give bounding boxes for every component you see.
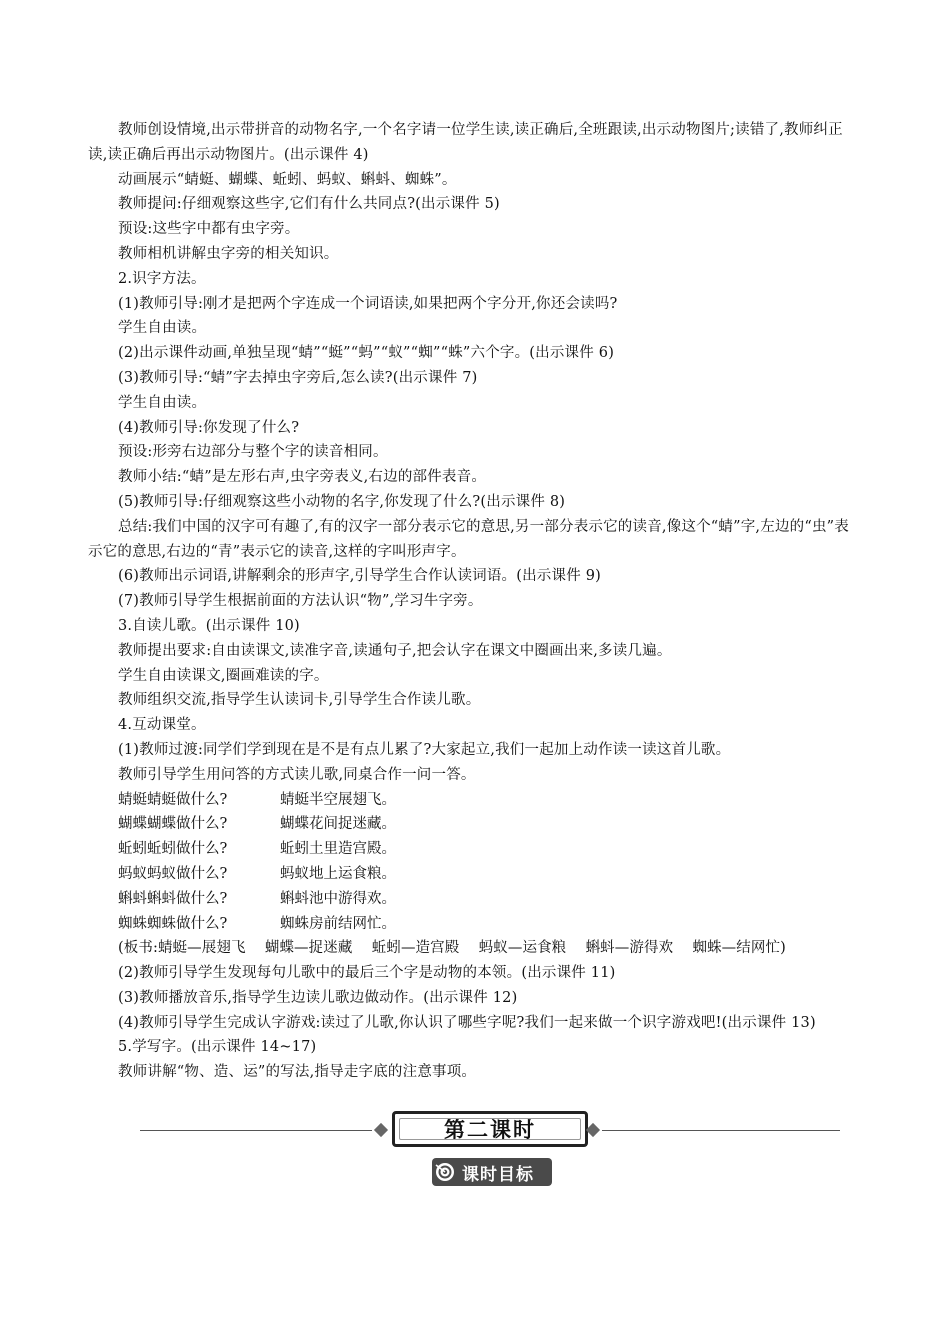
paragraph: (2)教师引导学生发现每句儿歌中的最后三个字是动物的本领。(出示课件 11) (118, 965, 616, 982)
paragraph: 总结:我们中国的汉字可有趣了,有的汉字一部分表示它的意思,另一部分表示它的读音,像这个“蜻”字,左边的“虫”表示它的意思,右边的“青”表示它的读音,这样的字叫形声字。 (88, 518, 849, 560)
diamond-ornament (374, 1123, 388, 1137)
lesson-goals-tag (432, 1158, 552, 1186)
rhyme-line (88, 887, 860, 912)
rhyme-question: 蚂蚁蚂蚁做什么? (118, 865, 228, 882)
rhyme-line (88, 912, 860, 937)
paragraph: (4)教师引导:你发现了什么? (118, 419, 300, 436)
section-heading: 4.互动课堂。 (118, 717, 206, 734)
rhyme-answer: 蝴蝶花间捉迷藏。 (280, 816, 396, 833)
rhyme-line (88, 862, 860, 887)
section-heading: 2.识字方法。 (118, 270, 206, 287)
paragraph: 预设:这些字中都有虫字旁。 (118, 221, 300, 238)
paragraph: (7)教师引导学生根据前面的方法认识“物”,学习牛字旁。 (118, 593, 483, 610)
section-divider (140, 1110, 840, 1150)
paragraph: (1)教师过渡:同学们学到现在是不是有点儿累了?大家起立,我们一起加上动作读一读这首儿歌。 (118, 741, 731, 758)
rhyme-question: 蜻蜓蜻蜓做什么? (118, 791, 228, 808)
rhyme-answer: 蚯蚓土里造宫殿。 (280, 841, 396, 858)
paragraph: 教师提问:仔细观察这些字,它们有什么共同点?(出示课件 5) (118, 196, 500, 213)
section-heading: 3.自读儿歌。(出示课件 10) (118, 617, 300, 634)
rhyme-question: 蝴蝶蝴蝶做什么? (118, 816, 228, 833)
rhyme-line (88, 837, 860, 862)
paragraph: (6)教师出示词语,讲解剩余的形声字,引导学生合作认读词语。(出示课件 9) (118, 568, 602, 585)
paragraph: 学生自由读课文,圈画难读的字。 (118, 667, 329, 684)
paragraph: 教师组织交流,指导学生认读词卡,引导学生合作读儿歌。 (118, 692, 481, 709)
blackboard-notes: (板书:蜻蜓—展翅飞 蝴蝶—捉迷藏 蚯蚓—造宫殿 蚂蚁—运食粮 蝌蚪—游得欢 蜘蛛—结网忙) (118, 940, 786, 957)
paragraph: (4)教师引导学生完成认字游戏:读过了儿歌,你认识了哪些字呢?我们一起来做一个识字游戏吧!(出示课件 13) (118, 1014, 816, 1031)
paragraph: (2)出示课件动画,单独呈现“蜻”“蜓”“蚂”“蚁”“蜘”“蛛”六个字。(出示课件 6) (118, 345, 615, 362)
section-heading: 5.学写字。(出示课件 14~17) (118, 1039, 317, 1056)
rhyme-line (88, 788, 860, 813)
divider-line (602, 1130, 840, 1131)
paragraph: 学生自由读。 (118, 320, 207, 337)
paragraph: 教师提出要求:自由读课文,读准字音,读通句子,把会认字在课文中圈画出来,多读几遍。 (118, 642, 672, 659)
paragraph: 教师小结:“蜻”是左形右声,虫字旁表义,右边的部件表音。 (118, 469, 487, 486)
paragraph: (5)教师引导:仔细观察这些小动物的名字,你发现了什么?(出示课件 8) (118, 493, 566, 510)
paragraph: 教师相机讲解虫字旁的相关知识。 (118, 245, 339, 262)
rhyme-answer: 蝌蚪池中游得欢。 (280, 890, 396, 907)
nursery-rhyme (88, 788, 860, 937)
paragraph: 教师讲解“物、造、运”的写法,指导走字底的注意事项。 (118, 1064, 477, 1081)
paragraph: (1)教师引导:刚才是把两个字连成一个词语读,如果把两个字分开,你还会读吗? (118, 295, 618, 312)
paragraph: 教师创设情境,出示带拼音的动物名字,一个名字请一位学生读,读正确后,全班跟读,出示动物图片;读错了,教师纠正读,读正确后再出示动物图片。(出示课件 4) (88, 122, 843, 163)
rhyme-question: 蚯蚓蚯蚓做什么? (118, 841, 228, 858)
divider-line (140, 1130, 372, 1131)
rhyme-answer: 蜘蛛房前结网忙。 (280, 915, 396, 932)
rhyme-answer: 蜻蜓半空展翅飞。 (280, 791, 396, 808)
paragraph: 学生自由读。 (118, 394, 207, 411)
paragraph: 教师引导学生用问答的方式读儿歌,同桌合作一问一答。 (118, 766, 476, 783)
lesson-content (88, 118, 860, 1085)
paragraph: (3)教师引导:“蜻”字去掉虫字旁后,怎么读?(出示课件 7) (118, 369, 478, 386)
section-title: 第二课时 (392, 1111, 588, 1147)
paragraph: (3)教师播放音乐,指导学生边读儿歌边做动作。(出示课件 12) (118, 989, 518, 1006)
diamond-ornament (586, 1123, 600, 1137)
rhyme-question: 蜘蛛蜘蛛做什么? (118, 915, 228, 932)
target-icon (432, 1158, 458, 1186)
rhyme-line (88, 812, 860, 837)
lesson-goals-label: 课时目标 (462, 1164, 534, 1185)
rhyme-answer: 蚂蚁地上运食粮。 (280, 865, 396, 882)
paragraph: 预设:形旁右边部分与整个字的读音相同。 (118, 444, 388, 461)
paragraph: 动画展示“蜻蜓、蝴蝶、蚯蚓、蚂蚁、蝌蚪、蜘蛛”。 (118, 171, 457, 188)
rhyme-question: 蝌蚪蝌蚪做什么? (118, 890, 228, 907)
